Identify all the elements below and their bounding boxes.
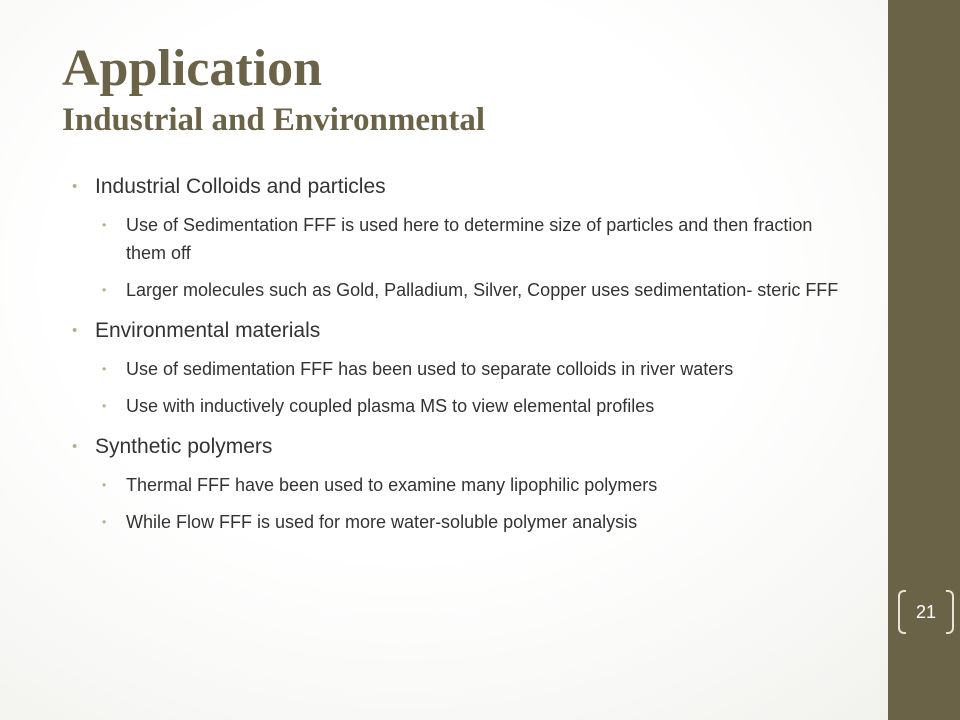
- bullet-level2: [70, 276, 846, 304]
- section-heading: Environmental materials: [95, 319, 321, 342]
- bullet-dot-icon: •: [72, 438, 78, 455]
- bullet-list: [70, 172, 870, 536]
- bullet-level2: [70, 471, 846, 499]
- bullet-level2: [70, 211, 846, 267]
- bullet-level1: [70, 432, 870, 462]
- section-heading: Synthetic polymers: [95, 435, 273, 458]
- bullet-dot-icon: •: [102, 399, 107, 413]
- bullet-dot-icon: •: [102, 283, 107, 297]
- bullet-text: While Flow FFF is used for more water-soluble polymer analysis: [126, 512, 638, 532]
- section-heading: Industrial Colloids and particles: [95, 175, 386, 198]
- bullet-text: Use of Sedimentation FFF is used here to determine size of particles and then fraction them off: [126, 215, 813, 263]
- bullet-dot-icon: •: [102, 362, 107, 376]
- bullet-text: Use with inductively coupled plasma MS to view elemental profiles: [126, 396, 655, 416]
- bullet-level1: [70, 172, 870, 202]
- slide-title: Application: [62, 40, 323, 97]
- bullet-text: Thermal FFF have been used to examine many lipophilic polymers: [126, 475, 658, 495]
- bullet-dot-icon: •: [102, 478, 107, 492]
- page-number-badge: [898, 590, 954, 634]
- bullet-text: Use of sedimentation FFF has been used to separate colloids in river waters: [126, 359, 734, 379]
- bullet-level2: [70, 508, 846, 536]
- page-number: 21: [915, 602, 937, 622]
- bullet-level2: [70, 392, 846, 420]
- bullet-dot-icon: •: [72, 322, 78, 339]
- bullet-level1: [70, 316, 870, 346]
- bullet-level2: [70, 355, 846, 383]
- bullet-text: Larger molecules such as Gold, Palladium, Silver, Copper uses sedimentation- steric FFF: [126, 280, 839, 300]
- title-block: [62, 38, 862, 140]
- slide-subtitle: Industrial and Environmental: [62, 102, 486, 138]
- bullet-dot-icon: •: [72, 178, 78, 195]
- bullet-dot-icon: •: [102, 515, 107, 529]
- bullet-dot-icon: •: [102, 218, 107, 232]
